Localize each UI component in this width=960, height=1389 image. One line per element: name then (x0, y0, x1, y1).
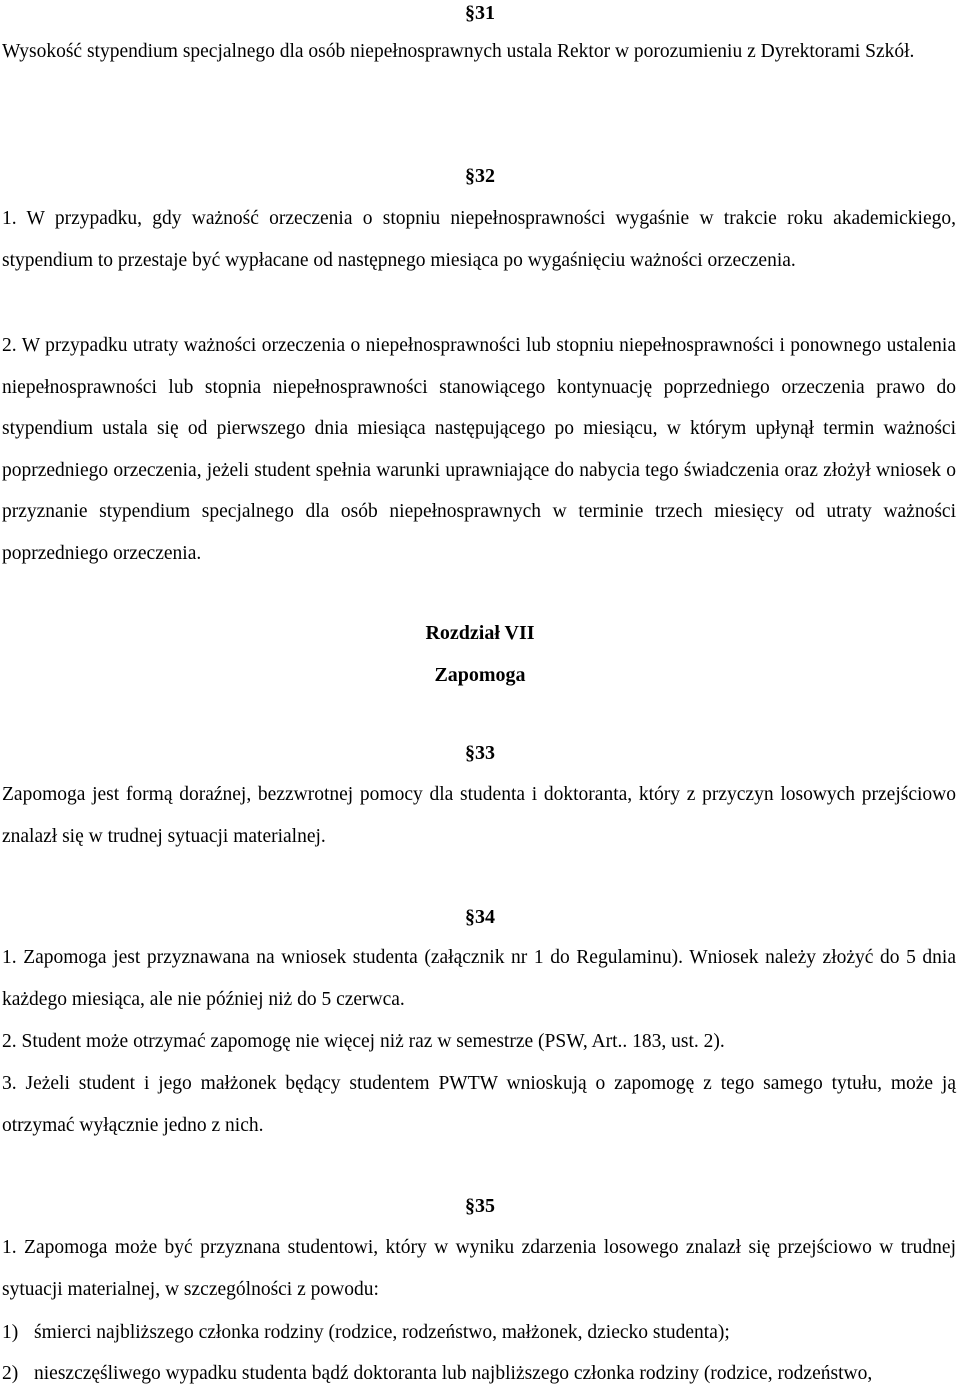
section-34-paragraph-1: 1. Zapomoga jest przyznawana na wniosek studenta (załącznik nr 1 do Regulaminu). Wniosek należy złożyć do 5 dnia każdego miesiąca, ale nie później niż do 5 czerwca. (2, 947, 956, 1010)
chapter-subtitle: Zapomoga (434, 664, 526, 686)
chapter-title: Rozdział VII (425, 622, 535, 644)
section-35-number (0, 1193, 960, 1219)
section-33-text: Zapomoga jest formą doraźnej, bezzwrotnej pomocy dla studenta i doktoranta, który z przyczyn losowych przejściowo znalazł się w trudnej sytuacji materialnej. (2, 784, 956, 847)
section-number: §35 (465, 1195, 495, 1217)
section-number: §32 (465, 165, 495, 187)
section-31-text: Wysokość stypendium specjalnego dla osób niepełnosprawnych ustala Rektor w porozumieniu z Dyrektorami Szkół. (2, 41, 915, 62)
section-32-paragraph-2: 2. W przypadku utraty ważności orzeczenia o niepełnosprawności lub stopniu niepełnosprawności i ponownego ustalenia niepełnosprawności lub stopnia niepełnosprawności stanowiącego kontynuację poprzedniego orzeczenia prawo do stypendium ustala się od pierwszego dnia miesiąca następującego po miesiącu, w którym upłynął termin ważności poprzedniego orzeczenia, jeżeli student spełnia warunki uprawniające do nabycia tego świadczenia oraz złożył wniosek o przyznanie stypendium specjalnego dla osób niepełnosprawnych w terminie trzech miesięcy od utraty ważności poprzedniego orzeczenia. (2, 335, 956, 564)
list-item-number: 2) (2, 1363, 19, 1384)
section-34-paragraph-2: 2. Student może otrzymać zapomogę nie więcej niż raz w semestrze (PSW, Art.. 183, ust. 2). (2, 1031, 725, 1052)
section-33-number (0, 740, 960, 766)
list-item (2, 1361, 872, 1387)
section-31-number (0, 0, 960, 26)
section-number: §31 (465, 2, 495, 24)
section-34-number (0, 904, 960, 930)
list-item (2, 1320, 730, 1346)
section-32-paragraph-1: 1. W przypadku, gdy ważność orzeczenia o stopniu niepełnosprawności wygaśnie w trakcie roku akademickiego, stypendium to przestaje być wypłacane od następnego miesiąca po wygaśnięciu ważności orzeczenia. (2, 208, 956, 271)
section-34-paragraph-3: 3. Jeżeli student i jego małżonek będący studentem PWTW wnioskują o zapomogę z tego samego tytułu, może ją otrzymać wyłącznie jedno z nich. (2, 1073, 956, 1136)
section-32-number (0, 163, 960, 189)
list-item-text: nieszczęśliwego wypadku studenta bądź doktoranta lub najbliższego członka rodziny (rodzice, rodzeństwo, (34, 1363, 873, 1384)
section-number: §33 (465, 742, 495, 764)
list-item-number: 1) (2, 1322, 19, 1343)
section-35-paragraph-1: 1. Zapomoga może być przyznana studentowi, który w wyniku zdarzenia losowego znalazł się przejściowo w trudnej sytuacji materialnej, w szczególności z powodu: (2, 1237, 956, 1300)
section-number: §34 (465, 906, 495, 928)
list-item-text: śmierci najbliższego członka rodziny (rodzice, rodzeństwo, małżonek, dziecko studenta); (34, 1322, 730, 1343)
